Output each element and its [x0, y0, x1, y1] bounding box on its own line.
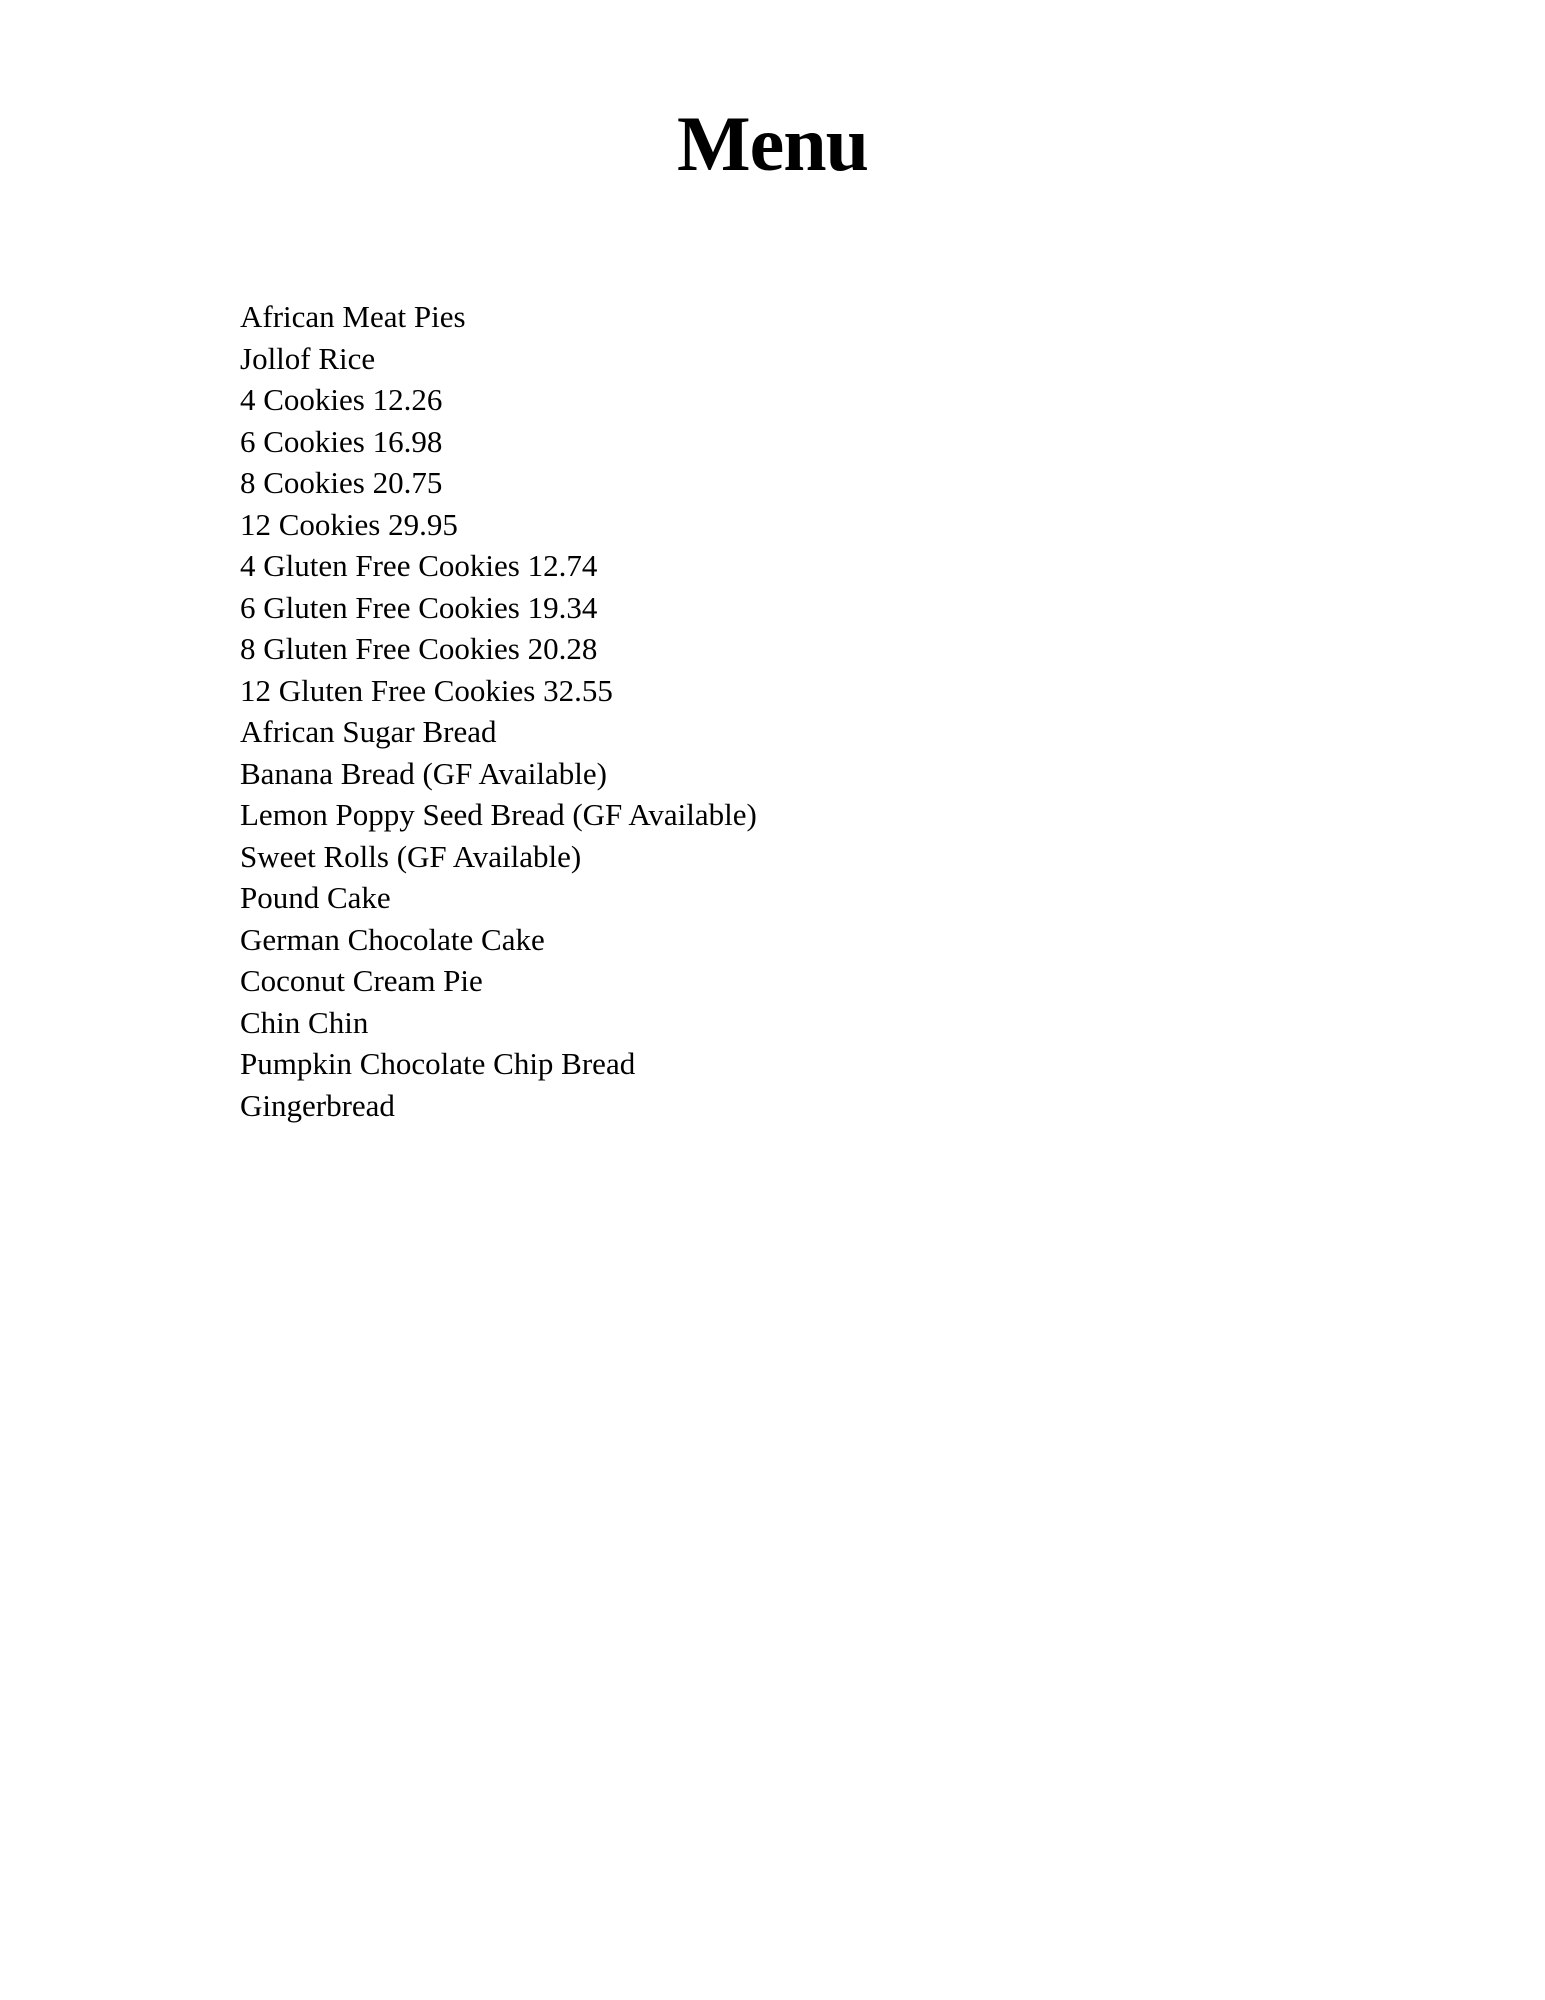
menu-item: 4 Cookies 12.26 — [240, 382, 443, 417]
menu-item: 6 Cookies 16.98 — [240, 423, 443, 459]
menu-list — [240, 296, 757, 1126]
menu-item: Pound Cake — [240, 880, 391, 915]
menu-item: Sweet Rolls (GF Available) — [240, 838, 582, 874]
menu-item: African Sugar Bread — [240, 714, 497, 749]
menu-item: Chin Chin — [240, 1004, 369, 1040]
menu-item: Gingerbread — [240, 1087, 395, 1123]
menu-item: 8 Cookies 20.75 — [240, 465, 443, 500]
menu-item: 6 Gluten Free Cookies 19.34 — [240, 589, 598, 625]
page-title: Menu — [677, 100, 868, 187]
menu-item: 8 Gluten Free Cookies 20.28 — [240, 631, 598, 666]
menu-item: Banana Bread (GF Available) — [240, 755, 607, 791]
menu-item: Pumpkin Chocolate Chip Bread — [240, 1046, 636, 1081]
menu-item: African Meat Pies — [240, 299, 466, 334]
menu-item: Coconut Cream Pie — [240, 963, 483, 998]
menu-item: 4 Gluten Free Cookies 12.74 — [240, 548, 598, 583]
menu-item: Jollof Rice — [240, 340, 376, 376]
menu-item: Lemon Poppy Seed Bread (GF Available) — [240, 797, 757, 832]
menu-item: German Chocolate Cake — [240, 921, 545, 957]
menu-item: 12 Cookies 29.95 — [240, 506, 458, 542]
menu-item: 12 Gluten Free Cookies 32.55 — [240, 672, 613, 708]
